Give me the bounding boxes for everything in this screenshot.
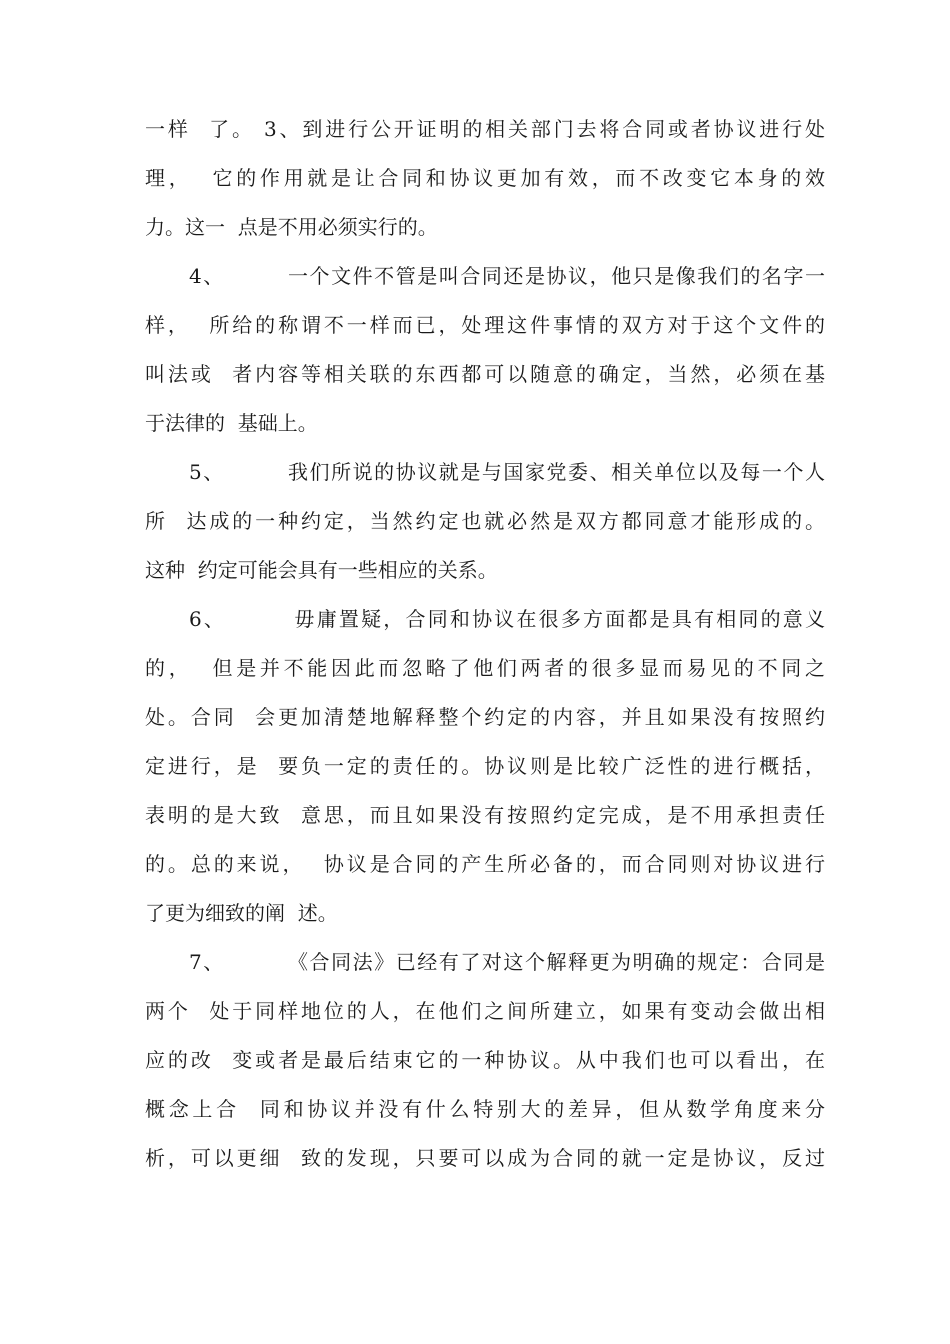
text-line: 应的改 变或者是最后结束它的一种协议。从中我们也可以看出，在 bbox=[145, 1048, 825, 1072]
body-text bbox=[145, 105, 825, 1183]
text-line: 样， 所给的称谓不一样而已，处理这件事情的双方对于这个文件的 bbox=[145, 313, 825, 337]
text-line: 理， 它的作用就是让合同和协议更加有效，而不改变它本身的效 bbox=[145, 166, 825, 190]
text-line: 所 达成的一种约定，当然约定也就必然是双方都同意才能形成的。 bbox=[145, 509, 825, 533]
text-line: 一样 了。 3、到进行公开证明的相关部门去将合同或者协议进行处 bbox=[145, 117, 825, 141]
text-line: 了更为细致的阐 述。 bbox=[145, 901, 338, 925]
text-line: 析，可以更细 致的发现，只要可以成为合同的就一定是协议，反过 bbox=[145, 1146, 825, 1170]
text-line: 定进行，是 要负一定的责任的。协议则是比较广泛性的进行概括， bbox=[145, 754, 825, 778]
text-line: 表明的是大致 意思，而且如果没有按照约定完成，是不用承担责任 bbox=[145, 803, 825, 827]
text-line: 7、 《合同法》已经有了对这个解释更为明确的规定：合同是 bbox=[189, 950, 825, 974]
text-line: 的。总的来说， 协议是合同的产生所必备的，而合同则对协议进行 bbox=[145, 852, 825, 876]
text-line: 4、 一个文件不管是叫合同还是协议，他只是像我们的名字一 bbox=[189, 264, 825, 288]
text-line: 这种 约定可能会具有一些相应的关系。 bbox=[145, 558, 498, 582]
text-line: 力。这一 点是不用必须实行的。 bbox=[145, 215, 438, 239]
text-line: 概念上合 同和协议并没有什么特别大的差异，但从数学角度来分 bbox=[145, 1097, 825, 1121]
text-line: 6、 毋庸置疑，合同和协议在很多方面都是具有相同的意义 bbox=[189, 607, 825, 631]
text-line: 于法律的 基础上。 bbox=[145, 411, 318, 435]
text-line: 叫法或 者内容等相关联的东西都可以随意的确定，当然，必须在基 bbox=[145, 362, 825, 386]
text-line: 5、 我们所说的协议就是与国家党委、相关单位以及每一个人 bbox=[189, 460, 825, 484]
text-line: 的， 但是并不能因此而忽略了他们两者的很多显而易见的不同之 bbox=[145, 656, 825, 680]
text-line: 两个 处于同样地位的人，在他们之间所建立，如果有变动会做出相 bbox=[145, 999, 825, 1023]
text-line: 处。合同 会更加清楚地解释整个约定的内容，并且如果没有按照约 bbox=[145, 705, 825, 729]
